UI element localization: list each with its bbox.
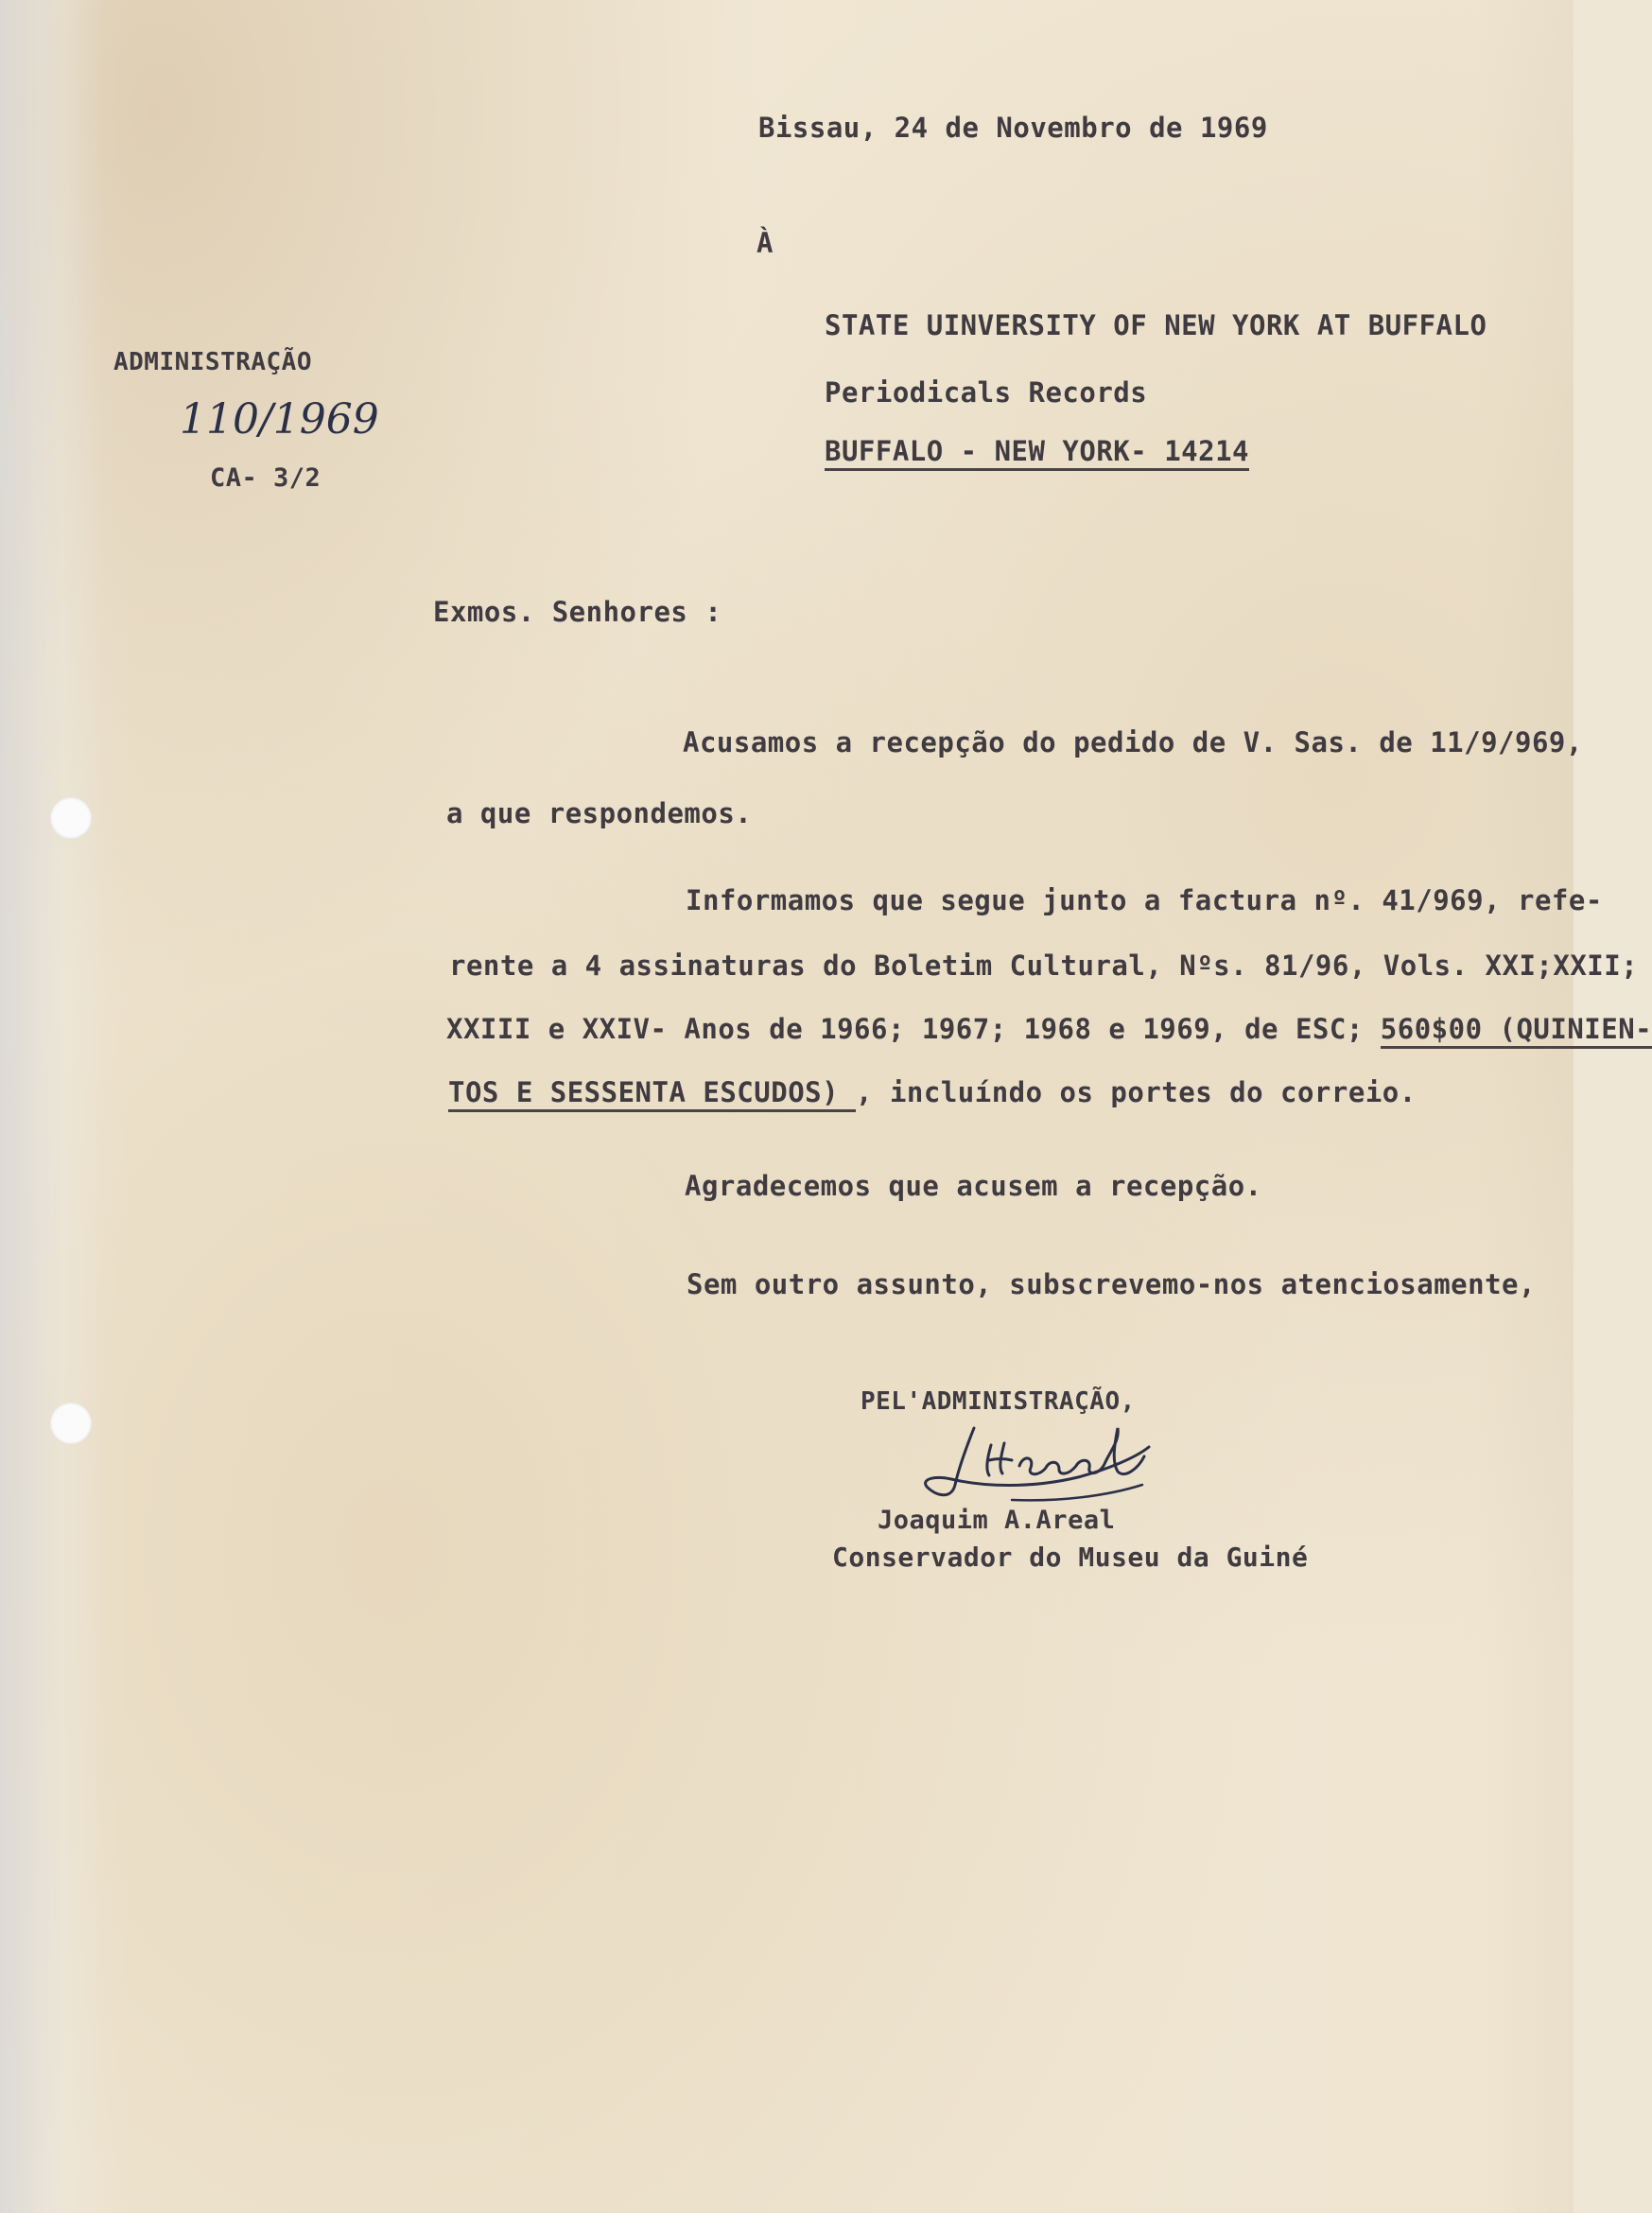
paragraph-2-line-4 [448,1076,1417,1108]
punch-hole-lower [50,1403,92,1444]
paragraph-1-line-1: Acusamos a recepção do pedido de V. Sas. de 11/9/969, [683,726,1583,758]
recipient-line-1: STATE UINVERSITY OF NEW YORK AT BUFFALO [825,309,1487,341]
paragraph-3: Agradecemos que acusem a recepção. [685,1170,1262,1202]
paragraph-2-line-2: rente a 4 assinaturas do Boletim Cultural, Nºs. 81/96, Vols. XXI;XXII; [449,950,1639,982]
reference-dept: ADMINISTRAÇÃO [113,348,312,376]
to-marker: À [756,227,774,259]
paragraph-2-line-3-text: XXIII e XXIV- Anos de 1966; 1967; 1968 e 1969, de ESC; [446,1013,1381,1045]
paper-edge-shadow [0,0,104,2213]
recipient-line-2: Periodicals Records [825,376,1148,409]
recipient-line-3: BUFFALO - NEW YORK- 14214 [825,435,1249,471]
amount-words-underlined: TOS E SESSENTA ESCUDOS) [448,1076,856,1112]
paragraph-2-line-1: Informamos que segue junto a factura nº. 41/969, refe- [686,884,1603,916]
reference-code: CA- 3/2 [210,463,322,493]
punch-hole-upper [50,797,92,839]
paragraph-1-line-2: a que respondemos. [446,797,753,829]
handwritten-signature [917,1409,1163,1513]
amount-underlined: 560$00 (QUINIEN- [1381,1013,1652,1049]
date-line: Bissau, 24 de Novembro de 1969 [758,112,1268,144]
paragraph-2-line-3 [446,1013,1652,1045]
signature-pel: PEL'ADMINISTRAÇÃO, [861,1387,1136,1416]
signatory-title: Conservador do Museu da Guiné [832,1542,1309,1573]
paragraph-2-line-4-text: , incluíndo os portes do correio. [856,1076,1417,1108]
paragraph-4: Sem outro assunto, subscrevemo-nos atenciosamente, [687,1268,1536,1300]
reference-number: 110/1969 [180,395,379,444]
signatory-name: Joaquim A.Areal [878,1506,1116,1535]
salutation: Exmos. Senhores : [433,596,722,628]
